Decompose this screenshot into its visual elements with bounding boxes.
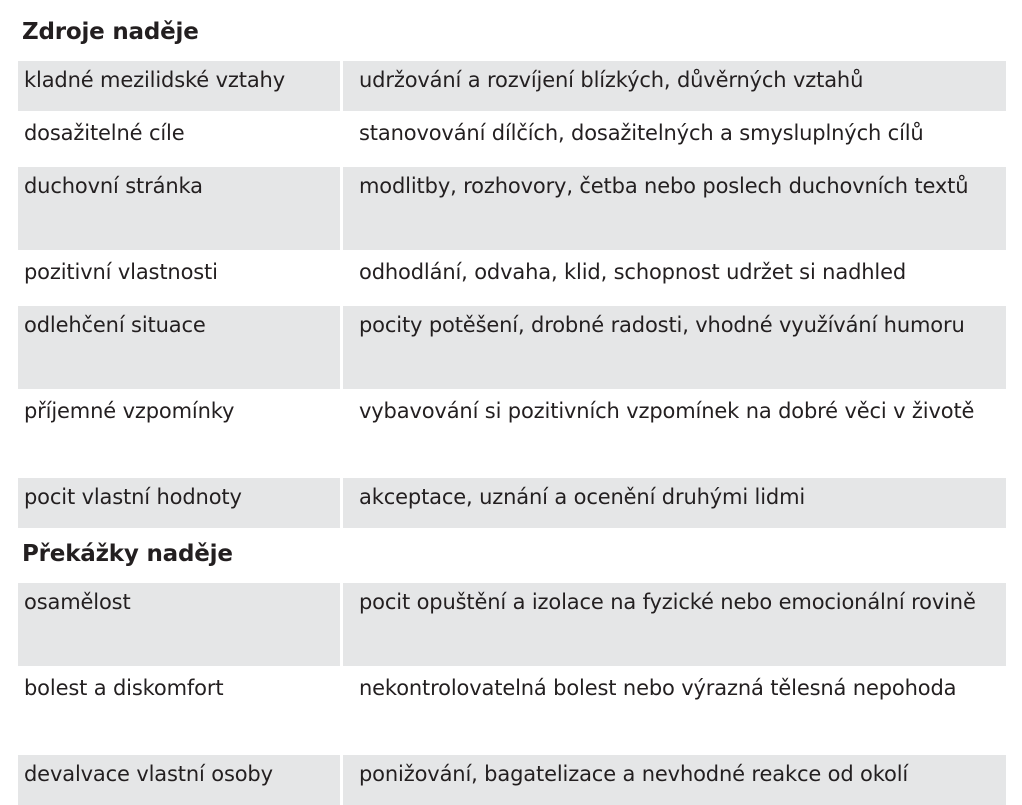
table-row [18, 389, 1006, 475]
row-term: osamělost [18, 583, 340, 666]
table-row [18, 61, 1006, 111]
row-term: pocit vlastní hodnoty [18, 475, 340, 528]
row-description: nekontrolovatelná bolest nebo výrazná tělesná nepohoda [340, 666, 1006, 752]
row-description: modlitby, rozhovory, četba nebo poslech duchovních textů [340, 164, 1006, 250]
obstacles-table [18, 583, 1006, 805]
row-description: pocit opuštění a izolace na fyzické nebo emocionální rovině [340, 583, 1006, 666]
row-description: odhodlání, odvaha, klid, schopnost udržet si nadhled [340, 250, 1006, 303]
row-description: vybavování si pozitivních vzpomínek na dobré věci v životě [340, 389, 1006, 475]
sources-table [18, 61, 1006, 528]
row-description: pocity potěšení, drobné radosti, vhodné využívání humoru [340, 303, 1006, 389]
row-term: devalvace vlastní osoby [18, 752, 340, 805]
row-term: příjemné vzpomínky [18, 389, 340, 475]
row-term: bolest a diskomfort [18, 666, 340, 752]
table-row [18, 303, 1006, 389]
table-row [18, 475, 1006, 528]
table-row [18, 666, 1006, 752]
table-row [18, 111, 1006, 164]
obstacles-heading: Překážky naděje [22, 541, 233, 567]
row-description: ponižování, bagatelizace a nevhodné reakce od okolí [340, 752, 1006, 805]
row-description: udržování a rozvíjení blízkých, důvěrných vztahů [340, 61, 1006, 111]
row-description: akceptace, uznání a ocenění druhými lidmi [340, 475, 1006, 528]
row-term: dosažitelné cíle [18, 111, 340, 164]
table-row [18, 752, 1006, 805]
row-term: kladné mezilidské vztahy [18, 61, 340, 111]
table-row [18, 583, 1006, 666]
table-row [18, 250, 1006, 303]
sources-heading: Zdroje naděje [22, 19, 199, 45]
row-term: pozitivní vlastnosti [18, 250, 340, 303]
row-term: odlehčení situace [18, 303, 340, 389]
table-row [18, 164, 1006, 250]
row-term: duchovní stránka [18, 164, 340, 250]
row-description: stanovování dílčích, dosažitelných a smysluplných cílů [340, 111, 1006, 164]
